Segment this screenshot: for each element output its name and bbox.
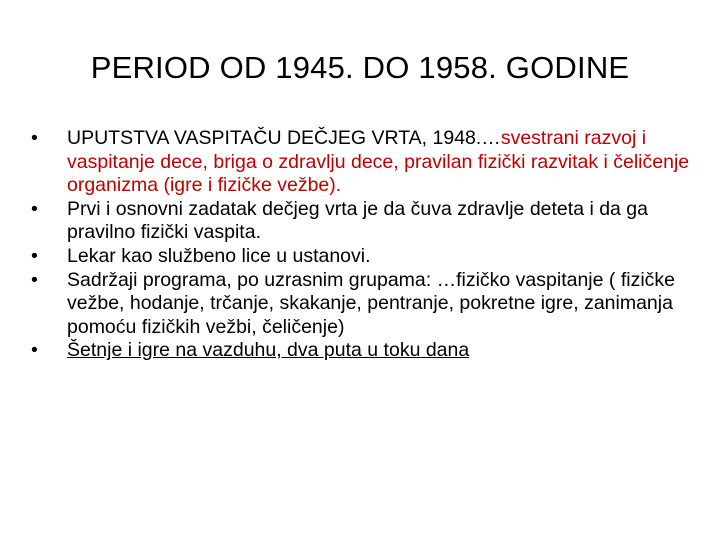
- bullet-text: Prvi i osnovni zadatak dečjeg vrta je da čuva zdravlje deteta i da ga pravilno fizički vaspita.: [67, 197, 649, 244]
- bullet-text-underlined: Šetnje i igre na vazduhu, dva puta u toku dana: [67, 339, 470, 362]
- bullet-icon: •: [31, 197, 38, 220]
- bullet-list: [30, 127, 690, 363]
- bullet-item: [30, 127, 690, 198]
- bullet-text: Sadržaji programa, po uzrasnim grupama: …fizičko vaspitanje ( fizičke vežbe, hodanje, trčanje, skakanje, pentranje, pokretne igre, zanimanja pomoću fizičkih vežbi, čeličenje): [67, 268, 675, 338]
- bullet-icon: •: [31, 127, 38, 149]
- bullet-item: [30, 339, 690, 363]
- bullet-text: Lekar kao službeno lice u ustanovi.: [67, 244, 371, 267]
- bullet-icon: •: [31, 244, 38, 267]
- bullet-icon: •: [31, 339, 38, 362]
- bullet-lead-text: UPUTSTVA VASPITAČU DEČJEG VRTA, 1948.…: [67, 127, 501, 149]
- slide-title: PERIOD OD 1945. DO 1958. GODINE: [90, 50, 630, 85]
- bullet-icon: •: [31, 268, 38, 291]
- bullet-item: [30, 245, 690, 269]
- bullet-item: [30, 269, 690, 340]
- bullet-highlight-text: svestrani razvoj i vaspitanje dece, briga o zdravlju dece, pravilan fizički razvitak i čeličenje organizma (igre i fizičke vežbe).: [67, 127, 690, 197]
- bullet-item: [30, 198, 690, 245]
